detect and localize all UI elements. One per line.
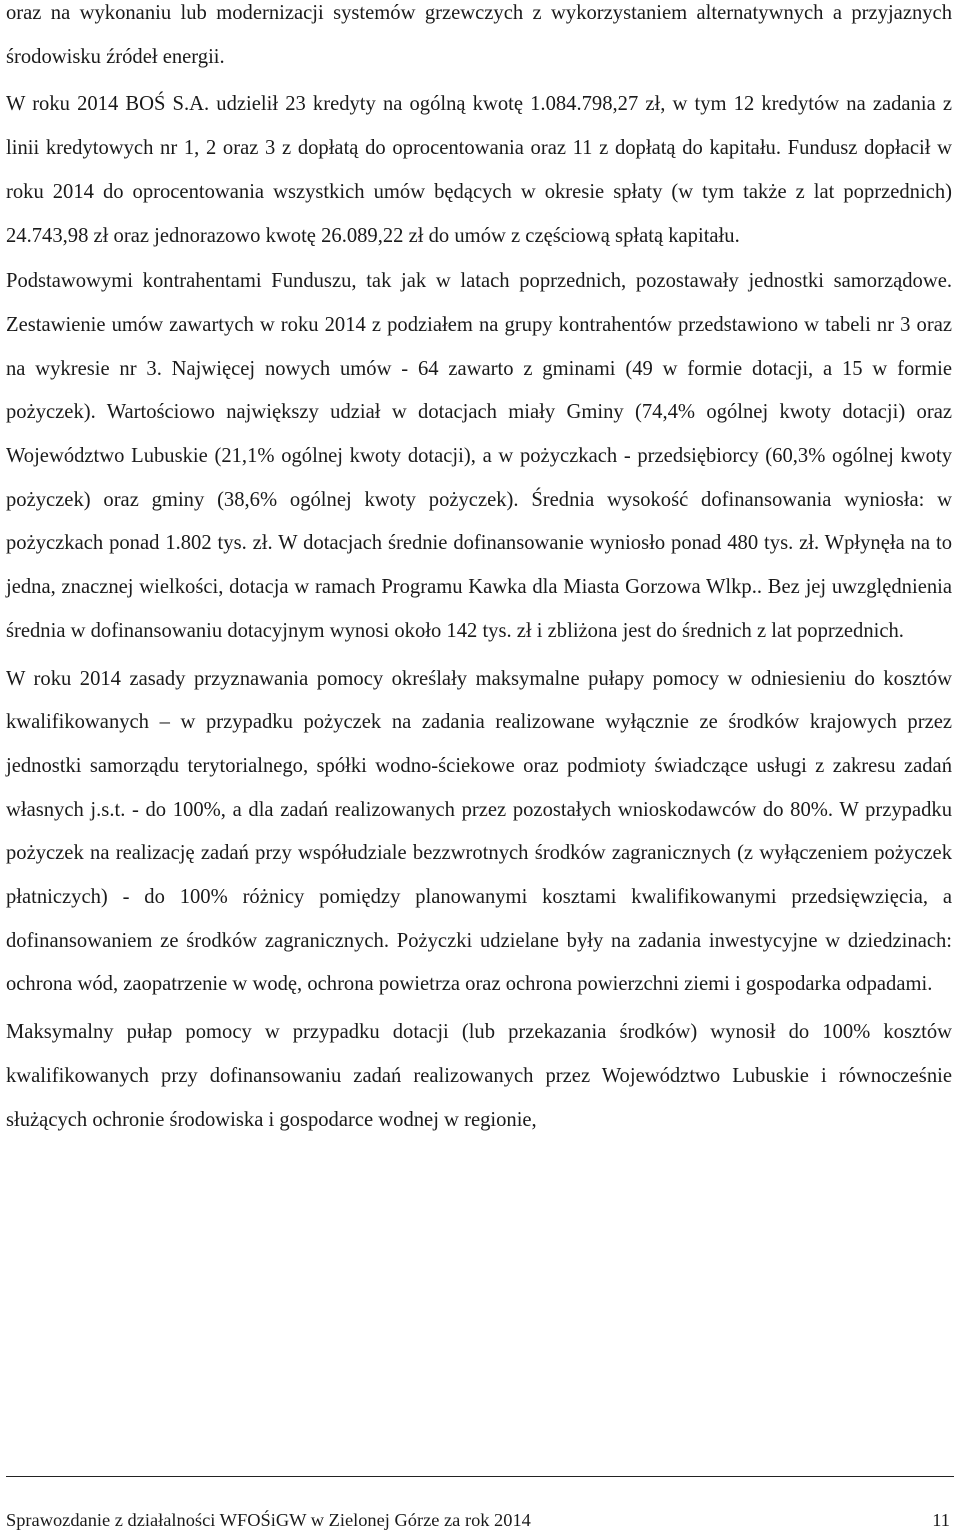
paragraph-grant-ceiling: Maksymalny pułap pomocy w przypadku dotacji (lub przekazania środków) wynosił do 100% kosztów kwalifikowanych przy dofinansowaniu zadań realizowanych przez Województwo Lubuskie i równocześnie służących ochronie środowiska i gospodarce wodnej w regionie, [6, 1021, 952, 1131]
footer-divider [6, 1476, 954, 1477]
footer-title: Sprawozdanie z działalności WFOŚiGW w Zielonej Górze za rok 2014 [6, 1510, 531, 1530]
paragraph-bos-credits: W roku 2014 BOŚ S.A. udzielił 23 kredyty na ogólną kwotę 1.084.798,27 zł, w tym 12 kredytów na zadania z linii kredytowych nr 1, 2 oraz 3 z dopłatą do oprocentowania oraz 11 z dopłatą do kapitału. Fundusz dopłacił w roku 2014 do oprocentowania wszystkich umów będących w okresie spłaty (w tym także z lat poprzednich) 24.743,98 zł oraz jednorazowo kwotę 26.089,22 zł do umów z częściową spłatą kapitału. [6, 93, 952, 247]
document-body [6, 0, 952, 1142]
paragraph-aid-rules: W roku 2014 zasady przyznawania pomocy określały maksymalne pułapy pomocy w odniesieniu do kosztów kwalifikowanych – w przypadku pożyczek na zadania realizowane wyłącznie ze środków krajowych przez jednostki samorządu terytorialnego, spółki wodno-ściekowe oraz podmioty świadczące usługi z zakresu zadań własnych j.s.t. - do 100%, a dla zadań realizowanych przez pozostałych wnioskodawców do 80%. W przypadku pożyczek na realizację zadań przy współudziale bezzwrotnych środków zagranicznych (z wyłączeniem pożyczek płatniczych) - do 100% różnicy pomiędzy planowanymi kosztami kwalifikowanymi przedsięwzięcia, a dofinansowaniem ze środków zagranicznych. Pożyczki udzielane były na zadania inwestycyjne w dziedzinach: ochrona wód, zaopatrzenie w wodę, ochrona powietrza oraz ochrona powierzchni ziemi i gospodarka odpadami. [6, 667, 952, 996]
paragraph-heating-systems: oraz na wykonaniu lub modernizacji systemów grzewczych z wykorzystaniem alternatywnych a przyjaznych środowisku źródeł energii. [6, 2, 952, 68]
paragraph-contractors: Podstawowymi kontrahentami Funduszu, tak jak w latach poprzednich, pozostawały jednostki samorządowe. Zestawienie umów zawartych w roku 2014 z podziałem na grupy kontrahentów przedstawiono w tabeli nr 3 oraz na wykresie nr 3. Najwięcej nowych umów - 64 zawarto z gminami (49 w formie dotacji, a 15 w formie pożyczek). Wartościowo największy udział w dotacjach miały Gminy (74,4% ogólnej kwoty dotacji) oraz Województwo Lubuskie (21,1% ogólnej kwoty dotacji), a w pożyczkach - przedsiębiorcy (60,3% ogólnej kwoty pożyczek) oraz gminy (38,6% ogólnej kwoty pożyczek). Średnia wysokość dofinansowania wyniosła: w pożyczkach ponad 1.802 tys. zł. W dotacjach średnie dofinansowanie wyniosło ponad 480 tys. zł. Wpłynęła na to jedna, znacznej wielkości, dotacja w ramach Programu Kawka dla Miasta Gorzowa Wlkp.. Bez jej uwzględnienia średnia w dofinansowaniu dotacyjnym wynosi około 142 tys. zł i zbliżona jest do średnich z lat poprzednich. [6, 270, 952, 642]
page-number: 11 [932, 1510, 950, 1530]
